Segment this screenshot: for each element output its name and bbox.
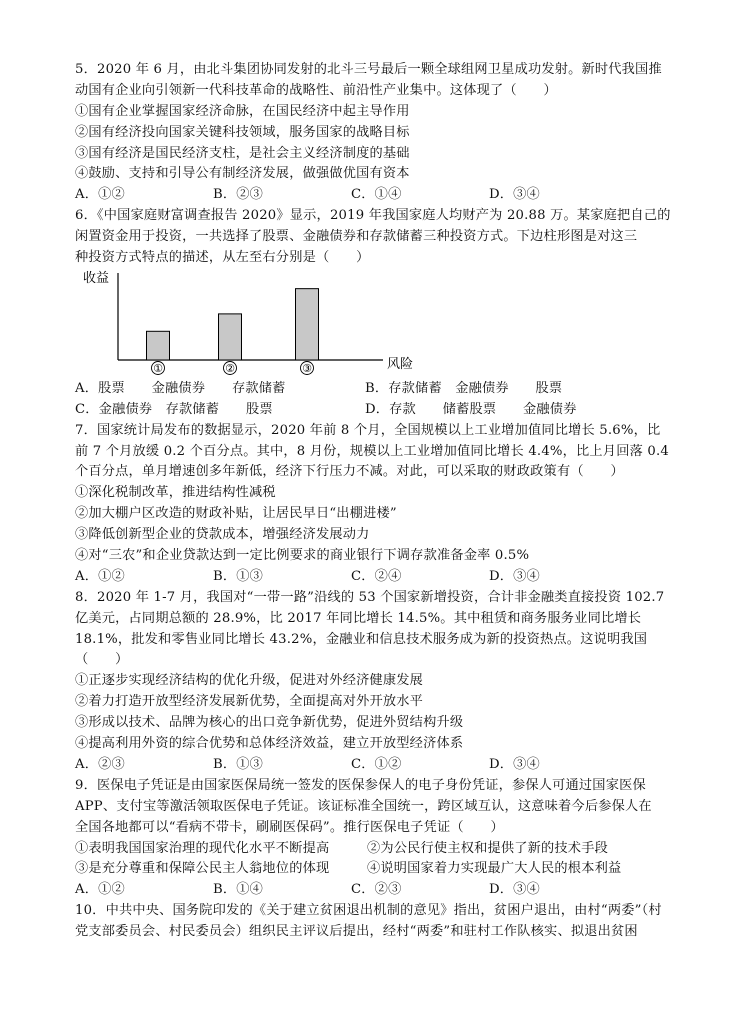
statement-pair [75,859,675,880]
option-b: B．①③ [213,756,264,772]
statement-item: ④鼓励、支持和引导公有制经济发展，做强做优国有资本 [75,166,410,182]
question-stem-line: 全国各地都可以“看病不带卡，刷刷医保码”。推行医保电子凭证（ ） [75,819,504,835]
option-c: C．①④ [351,187,402,203]
option-a: A．①② [75,568,125,584]
statement-item: ②国有经济投向国家关键科技领域，服务国家的战略目标 [75,124,410,140]
question-10 [75,901,675,943]
option-c: C．金融债券 存款储蓄 股票 [75,401,273,417]
option-b: B．②③ [213,187,264,203]
option-a: A．①② [75,187,125,203]
statement-item: ③形成以技术、品牌为核心的出口竞争新优势，促进外贸结构升级 [75,715,464,731]
question-stem-line: 种投资方式特点的描述，从左至右分别是（ ） [75,250,370,266]
question-5 [75,60,675,206]
statement-item: ③是充分尊重和保障公民主人翁地位的体现 [75,861,330,877]
question-stem-line: 亿美元，占同期总额的 28.9%，比 2017 年同比增长 14.5%。其中租赁和商务服务业同比增长 [75,610,642,626]
question-stem-line: 10．中共中央、国务院印发的《关于建立贫困退出机制的意见》指出，贫困户退出，由村“两委”（村 [75,903,662,919]
answer-options [75,400,675,421]
option-a: A．①② [75,882,125,898]
statement-item: ②为公民行使主权和提供了新的技术手段 [367,840,608,856]
option-b: B．①④ [213,882,264,898]
option-b: B．存款储蓄 金融债券 股票 [365,380,563,396]
question-stem-line: 动国有企业向引领新一代科技革命的战略性、前沿性产业集中。这体现了（ ） [75,82,557,98]
option-d: D．③④ [489,756,540,772]
question-stem-line: 8．2020 年 1-7 月，我国对“一带一路”沿线的 53 个国家新增投资，合计非金融类直接投资 102.7 [75,589,665,605]
bar-chart-svg [75,269,675,379]
x-axis-label: 风险 [387,356,414,372]
category-label: ① [153,361,163,375]
option-a: A．②③ [75,756,125,772]
question-8 [75,588,675,776]
option-b: B．①③ [213,568,264,584]
statement-item: ③降低创新型企业的贷款成本，增强经济发展动力 [75,527,370,543]
option-d: D．③④ [489,187,540,203]
statement-item: ①深化税制改革，推进结构性减税 [75,485,276,501]
option-d: D．存款 储蓄股票 金融债券 [365,401,577,417]
bar [147,331,170,360]
question-stem-line: 18.1%，批发和零售业同比增长 43.2%，金融业和信息技术服务成为新的投资热点。这说明我国 [75,631,648,647]
statement-item: ①国有企业掌握国家经济命脉，在国民经济中起主导作用 [75,103,410,119]
question-stem-line: 闲置资金用于投资，一共选择了股票、金融债券和存款储蓄三种投资方式。下边柱形图是对这三 [75,229,638,245]
option-d: D．③④ [489,568,540,584]
statement-item: ②加大棚户区改造的财政补贴，让居民早日“出棚进楼” [75,506,397,522]
question-6 [75,206,675,420]
statement-pair [75,839,675,860]
statement-item: ④说明国家着力实现最广大人民的根本利益 [367,861,622,877]
statement-item: ③国有经济是国民经济支柱，是社会主义经济制度的基础 [75,145,410,161]
answer-options [75,185,675,206]
option-c: C．②④ [351,568,402,584]
bar [296,289,319,360]
y-axis-label: 收益 [83,270,110,286]
statement-item: ①表明我国国家治理的现代化水平不断提高 [75,840,330,856]
question-stem-line: 5．2020 年 6 月，由北斗集团协同发射的北斗三号最后一颗全球组网卫星成功发射。新时代我国推 [75,62,662,77]
answer-options [75,379,675,400]
answer-options [75,880,675,901]
question-9 [75,776,675,901]
question-stem-line: 个百分点，单月增速创多年新低，经济下行压力不减。对此，可以采取的财政政策有（ ） [75,464,624,480]
question-stem-line: 7．国家统计局发布的数据显示，2020 年前 8 个月，全国规模以上工业增加值同比增长 5.6%，比 [75,422,661,438]
question-stem-line: 党支部委员会、村民委员会）组织民主评议后提出，经村“两委”和驻村工作队核实、拟退出贫困 [75,924,638,940]
question-stem-line: 6．《中国家庭财富调查报告 2020》显示，2019 年我国家庭人均财产为 20.88 万。某家庭把自己的 [75,208,671,224]
category-label: ② [225,361,235,375]
bar [219,314,242,360]
option-d: D．③④ [489,882,540,898]
exam-page [75,60,675,943]
statement-item: ②着力打造开放型经济发展新优势，全面提高对外开放水平 [75,694,424,710]
question-7 [75,421,675,588]
statement-item: ①正逐步实现经济结构的优化升级，促进对外经济健康发展 [75,673,424,689]
question-stem-line: 前 7 个月放缓 0.2 个百分点。其中，8 月份，规模以上工业增加值同比增长 4.4%，比上月回落 0.4 [75,443,669,459]
option-c: C．①② [351,756,402,772]
question-stem-line: 9．医保电子凭证是由国家医保局统一签发的医保参保人的电子身份凭证，参保人可通过国家医保 [75,777,646,793]
question-stem-line: APP、支付宝等激活领取医保电子凭证。该证标准全国统一，跨区域互认，这意味着今后参保人在 [75,798,652,814]
investment-bar-chart [75,269,675,379]
question-stem-line: （ ） [75,652,129,668]
option-c: C．②③ [351,882,402,898]
statement-item: ④对“三农”和企业贷款达到一定比例要求的商业银行下调存款准备金率 0.5% [75,548,530,564]
answer-options [75,567,675,588]
statement-item: ④提高利用外资的综合优势和总体经济效益，建立开放型经济体系 [75,736,464,752]
answer-options [75,755,675,776]
option-a: A．股票 金融债券 存款储蓄 [75,380,286,396]
category-label: ③ [302,361,312,375]
